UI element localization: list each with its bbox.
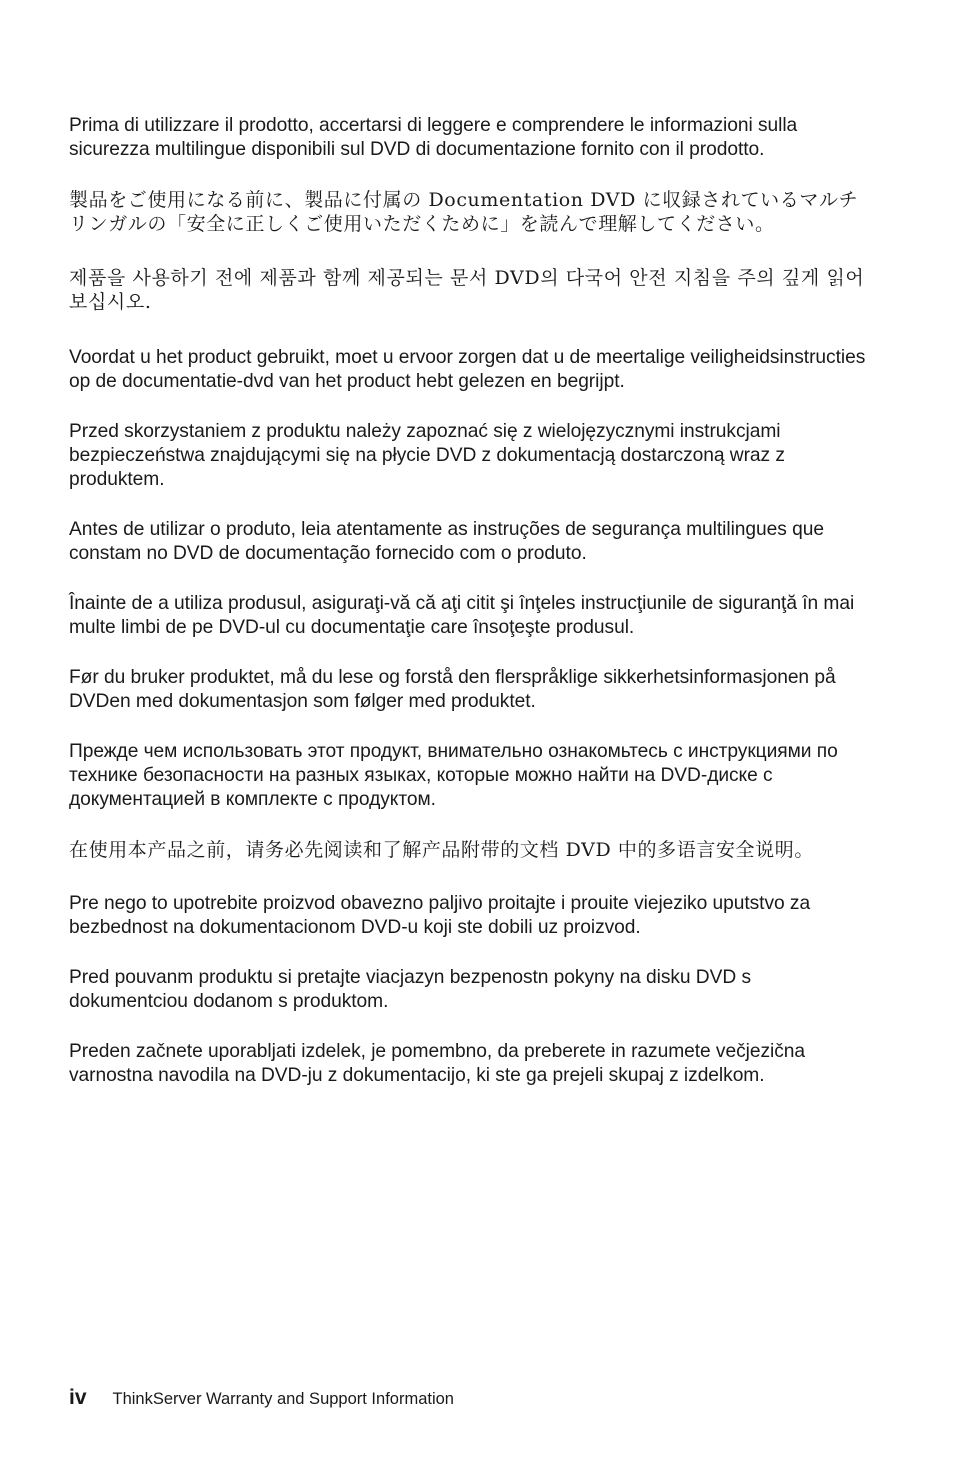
paragraph-chinese: 在使用本产品之前，请务必先阅读和了解产品附带的文档 DVD 中的多语言安全说明。 [69,839,814,861]
paragraph-italian: Prima di utilizzare il prodotto, accertarsi di leggere e comprendere le informazioni sulla sicurezza multilingue disponibili sul DVD di documentazione fornito con il prodotto. [69,115,798,160]
paragraph-romanian: Înainte de a utiliza produsul, asiguraţi-vă că aţi citit şi înţeles instrucţiunile de siguranţă în mai multe limbi de pe DVD-ul cu documentaţie care însoţeşte produsul. [69,593,855,638]
paragraph-norwegian: Før du bruker produktet, må du lese og forstå den flerspråklige sikkerhetsinformasjonen på DVDen med dokumentasjon som følger med produktet. [69,667,836,712]
document-body [69,114,869,1114]
paragraph-portuguese: Antes de utilizar o produto, leia atentamente as instruções de segurança multilingues que constam no DVD de documentação fornecido com o produto. [69,519,824,564]
page-number: iv [69,1386,87,1409]
page-footer [69,1386,454,1410]
paragraph-slovak: Pred pouvanm produktu si pretajte viacjazyn bezpenostn pokyny na disku DVD s dokumentciou dodanom s produktom. [69,967,751,1012]
paragraph-slovenian: Preden začnete uporabljati izdelek, je pomembno, da preberete in razumete večjezična varnostna navodila na DVD-ju z dokumentacijo, ki ste ga prejeli skupaj z izdelkom. [69,1041,806,1086]
paragraph-korean: 제품을 사용하기 전에 제품과 함께 제공되는 문서 DVD의 다국어 안전 지침을 주의 깊게 읽어보십시오. [69,267,865,313]
paragraph-polish: Przed skorzystaniem z produktu należy zapoznać się z wielojęzycznymi instrukcjami bezpieczeństwa znajdującymi się na płycie DVD z dokumentacją dostarczoną wraz z produktem. [69,421,785,490]
paragraph-serbian: Pre nego to upotrebite proizvod obavezno paljivo proitajte i prouite viejeziko uputstvo za bezbednost na dokumentacionom DVD-u koji ste dobili uz proizvod. [69,893,811,938]
paragraph-dutch: Voordat u het product gebruikt, moet u ervoor zorgen dat u de meertalige veiligheidsinstructies op de documentatie-dvd van het product hebt gelezen en begrijpt. [69,347,866,392]
footer-title: ThinkServer Warranty and Support Information [112,1390,454,1408]
paragraph-japanese: 製品をご使用になる前に、製品に付属の Documentation DVD に収録されているマルチリンガルの「安全に正しくご使用いただくために」を読んで理解してください。 [69,189,859,235]
paragraph-russian: Прежде чем использовать этот продукт, внимательно ознакомьтесь с инструкциями по технике безопасности на разных языках, которые можно найти на DVD-диске с документацией в комплекте с продуктом. [69,741,838,810]
